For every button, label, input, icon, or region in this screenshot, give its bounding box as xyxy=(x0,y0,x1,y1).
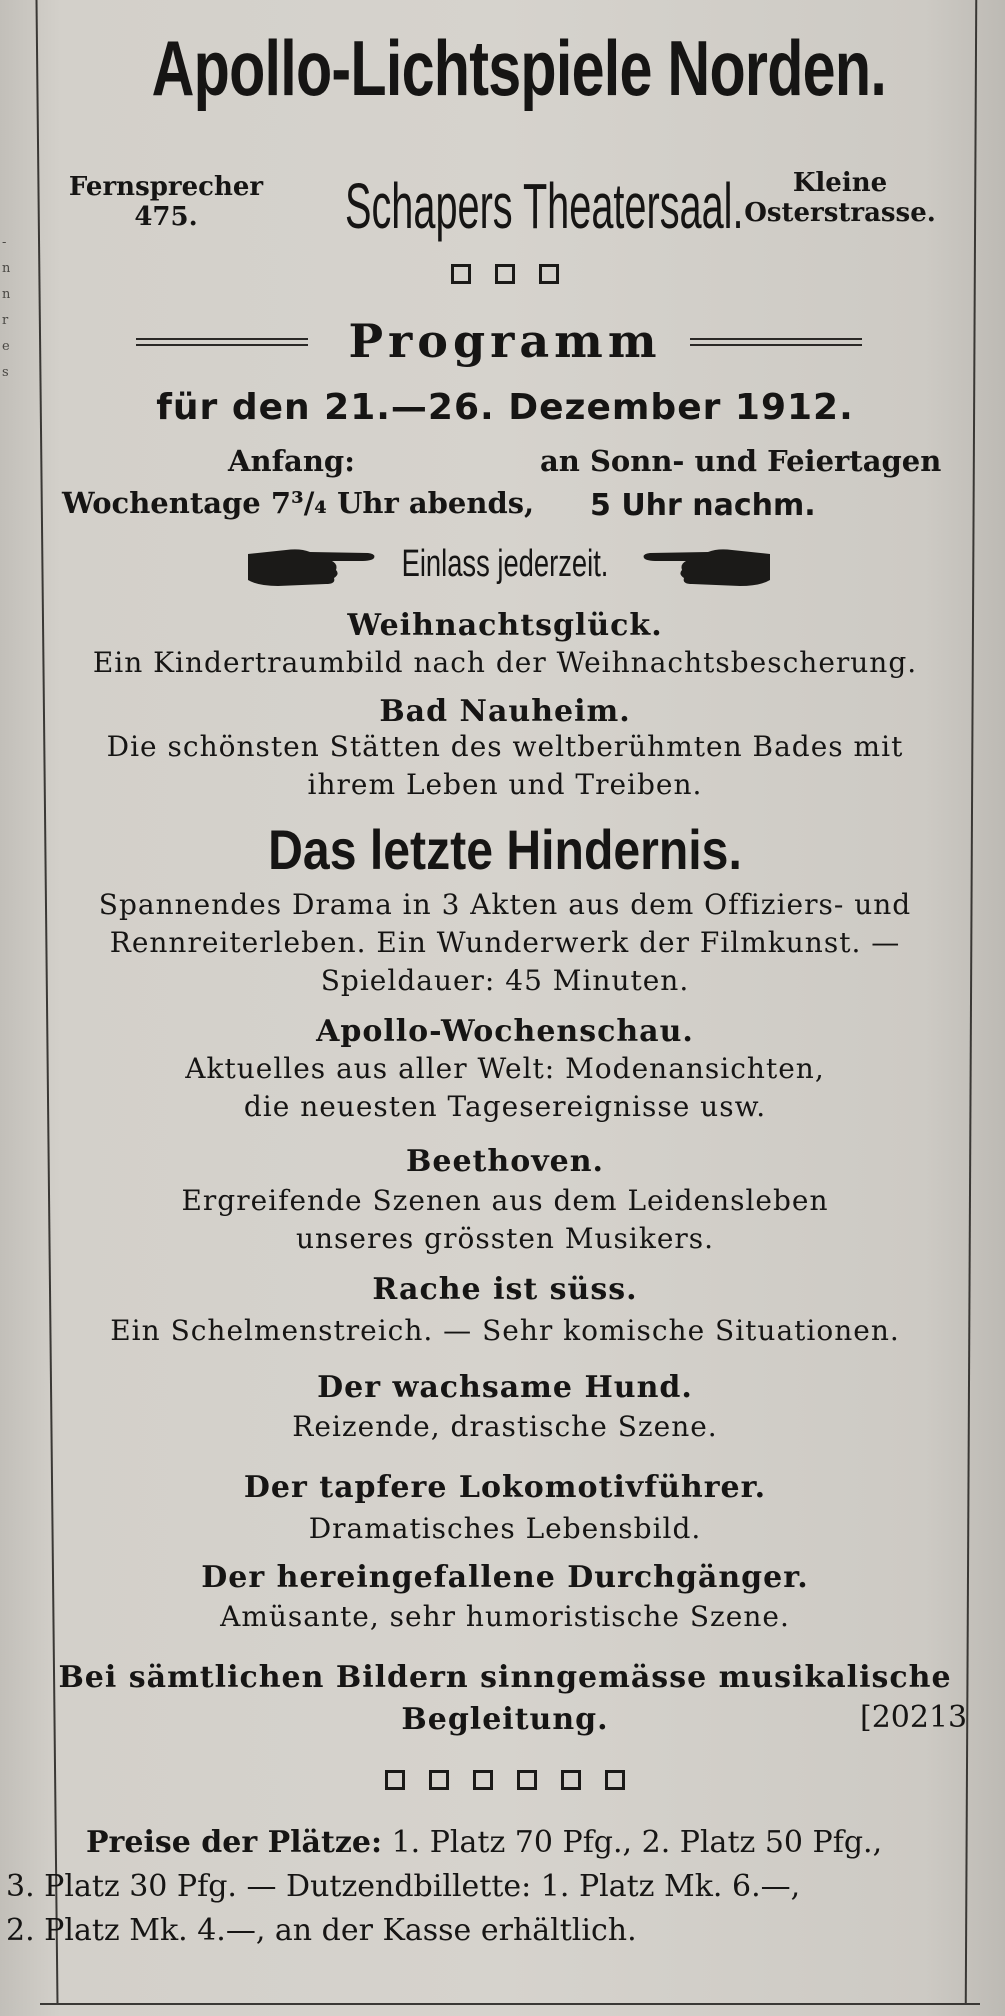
film-title: Der tapfere Lokomotivführer. xyxy=(243,1470,767,1505)
prices-text: 1. Platz 70 Pfg., 2. Platz 50 Pfg., xyxy=(391,1825,883,1860)
film-description: Amüsante, sehr humoristische Szene. xyxy=(220,1600,790,1633)
film-description: unseres grössten Musikers. xyxy=(295,1222,715,1255)
sunday-time: 5 Uhr nachm. xyxy=(590,488,816,523)
edge-char: s xyxy=(2,365,9,380)
square-ornament xyxy=(539,264,559,284)
street-line: Kleine xyxy=(792,168,888,198)
square-ornament xyxy=(451,264,471,284)
neighbor-column-fragment xyxy=(2,230,14,386)
pointing-hand-left-icon xyxy=(640,544,770,588)
edge-char: n xyxy=(2,261,11,276)
street-line: Osterstrasse. xyxy=(744,198,936,228)
prices-line xyxy=(86,1822,986,1864)
street-block xyxy=(740,168,940,228)
film-description: Spieldauer: 45 Minuten. xyxy=(320,964,690,997)
edge-char: r xyxy=(2,313,9,328)
film-title: Bad Nauheim. xyxy=(379,694,631,729)
prices-label: Preise der Plätze: xyxy=(86,1825,383,1860)
cinema-title: Apollo-Lichtspiele Norden. xyxy=(151,24,887,112)
sunday-label: an Sonn- und Feiertagen xyxy=(540,444,942,478)
square-ornament xyxy=(473,1770,493,1790)
music-note: Bei sämtlichen Bildern sinngemässe musikalische xyxy=(58,1660,952,1695)
film-description: Rennreiterleben. Ein Wunderwerk der Filmkunst. — xyxy=(109,926,901,959)
film-description: ihrem Leben und Treiben. xyxy=(307,768,703,801)
programm-heading-row xyxy=(40,316,970,366)
film-description: Dramatisches Lebensbild. xyxy=(308,1512,702,1545)
admission-note: Einlass jederzeit. xyxy=(401,543,609,585)
square-ornament xyxy=(429,1770,449,1790)
ornament-squares-top xyxy=(40,262,970,290)
film-title: Der wachsame Hund. xyxy=(317,1370,693,1405)
film-title: Apollo-Wochenschau. xyxy=(316,1014,694,1049)
film-description: Spannendes Drama in 3 Akten aus dem Offiziers- und xyxy=(98,888,912,921)
programm-heading: Programm xyxy=(348,314,662,368)
square-ornament xyxy=(385,1770,405,1790)
square-ornament xyxy=(561,1770,581,1790)
edge-char: e xyxy=(2,339,10,354)
edge-char: - xyxy=(2,235,7,250)
phone-number: 475. xyxy=(134,202,198,232)
weekday-time: Wochentage 7³/₄ Uhr abends, xyxy=(62,486,535,520)
film-description: Ein Kindertraumbild nach der Weihnachtsbescherung. xyxy=(92,646,918,679)
film-description: Ergreifende Szenen aus dem Leidensleben xyxy=(181,1184,829,1217)
prices-line: 2. Platz Mk. 4.—, an der Kasse erhältlich. xyxy=(6,1913,637,1948)
film-title: Der hereingefallene Durchgänger. xyxy=(201,1560,809,1595)
film-description: Aktuelles aus aller Welt: Modenansichten, xyxy=(185,1052,825,1085)
edge-char: n xyxy=(2,287,11,302)
square-ornament xyxy=(605,1770,625,1790)
einlass-row xyxy=(40,540,970,590)
ornament-squares-bottom xyxy=(40,1770,970,1794)
ad-border-bottom xyxy=(40,2003,980,2005)
reference-number: [20213 xyxy=(860,1700,968,1735)
prices-line: 3. Platz 30 Pfg. — Dutzendbillette: 1. Platz Mk. 6.—, xyxy=(6,1869,801,1904)
square-ornament xyxy=(517,1770,537,1790)
film-title-featured: Das letzte Hindernis. xyxy=(268,818,742,881)
film-description: Die schönsten Stätten des weltberühmten Bades mit xyxy=(106,730,904,763)
film-description: Ein Schelmenstreich. — Sehr komische Situationen. xyxy=(110,1314,900,1347)
phone-block xyxy=(66,172,266,232)
film-description: die neuesten Tagesereignisse usw. xyxy=(243,1090,767,1123)
hall-name: Schapers Theatersaal. xyxy=(345,170,744,242)
film-title: Weihnachtsglück. xyxy=(347,608,663,643)
programm-date: für den 21.—26. Dezember 1912. xyxy=(156,387,854,428)
film-description: Reizende, drastische Szene. xyxy=(292,1410,718,1443)
square-ornament xyxy=(495,264,515,284)
film-title: Rache ist süss. xyxy=(372,1272,638,1307)
film-title: Beethoven. xyxy=(406,1144,604,1179)
double-rule-right xyxy=(690,338,862,346)
anfang-label: Anfang: xyxy=(228,444,355,478)
phone-label: Fernsprecher xyxy=(68,172,264,202)
music-note: Begleitung. xyxy=(401,1702,609,1737)
